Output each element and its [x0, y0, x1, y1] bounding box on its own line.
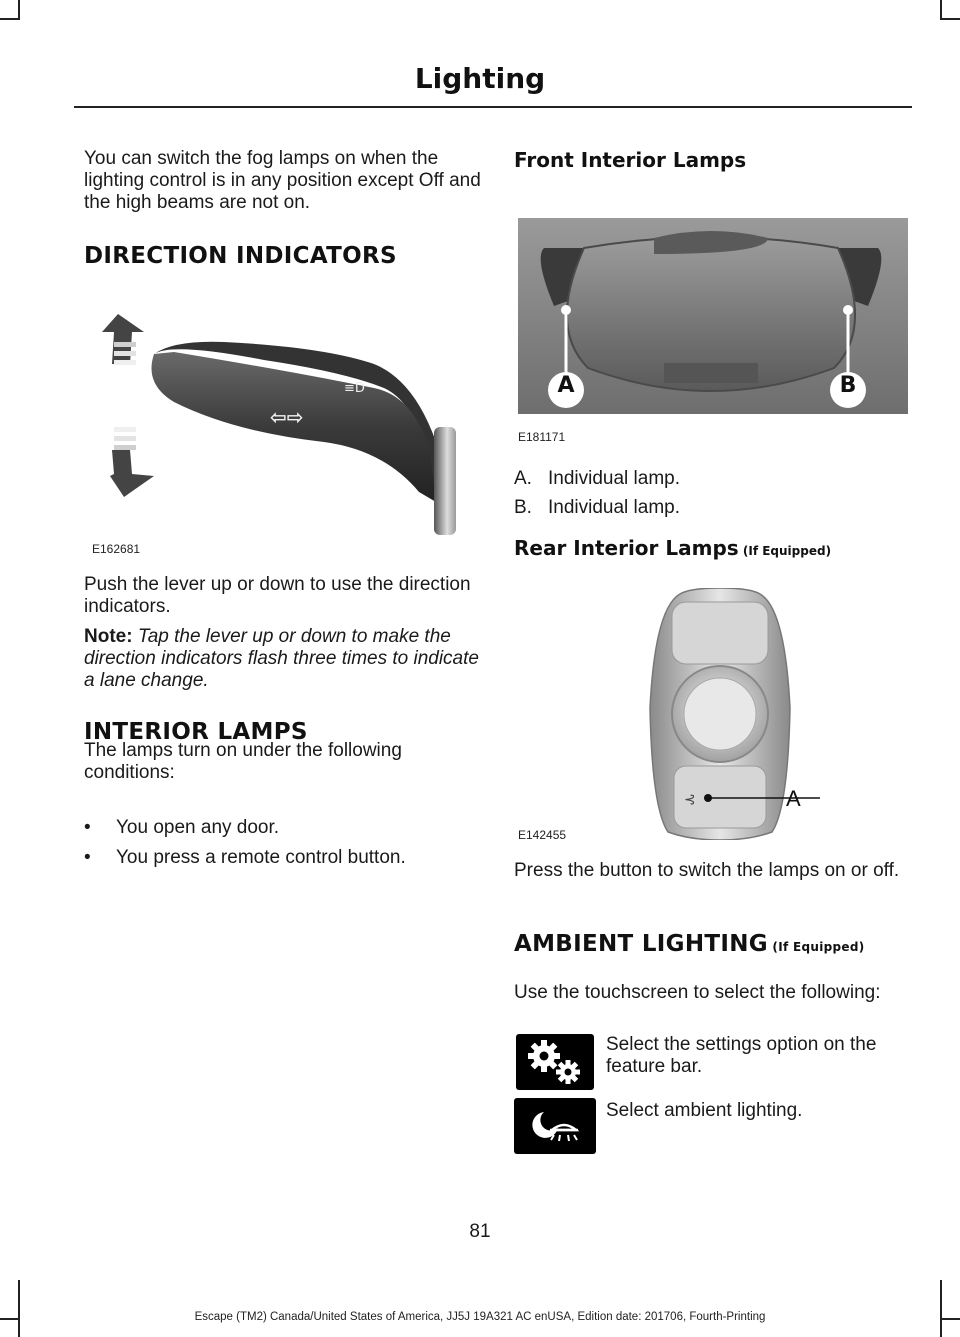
list-letter: A.: [514, 468, 532, 489]
crop-mark: [0, 18, 20, 20]
if-equipped-tag: (If Equipped): [767, 940, 865, 954]
interior-lamps-heading: INTERIOR LAMPS: [84, 719, 308, 745]
bullet-text: You press a remote control button.: [116, 847, 406, 868]
turn-signal-lever-figure: [84, 292, 474, 560]
crop-mark: [18, 0, 20, 20]
ambient-heading-text: AMBIENT LIGHTING: [514, 931, 768, 957]
rear-interior-lamps-heading: [514, 536, 831, 560]
touchscreen-text: Use the touchscreen to select the following:: [514, 982, 881, 1003]
ambient-light-icon: [514, 1098, 596, 1154]
callout-label-a: A: [786, 786, 801, 811]
interior-lamps-text: The lamps turn on under the following conditions:: [84, 740, 402, 783]
turn-signal-lever-icon: [84, 292, 474, 560]
note-paragraph: [84, 626, 482, 692]
header-rule: [74, 106, 912, 108]
fog-lamp-text: You can switch the fog lamps on when the lighting control is in any position except Off and the high beams are not on.: [84, 148, 481, 213]
list-item: [514, 468, 680, 490]
list-letter: B.: [514, 497, 532, 518]
crop-mark: [940, 18, 960, 20]
crop-mark: [940, 1280, 942, 1337]
if-equipped-tag: (If Equipped): [738, 544, 832, 558]
page-title: Lighting: [414, 62, 546, 95]
crop-mark: [18, 1280, 20, 1337]
list-item: [84, 847, 482, 869]
figure-code: E142455: [518, 828, 567, 842]
callout-label-b: B: [839, 373, 857, 398]
ambient-icon-box: [514, 1098, 596, 1154]
push-lever-text: Push the lever up or down to use the direction indicators.: [84, 574, 471, 617]
bullet: •: [84, 817, 91, 838]
page-number: 81: [469, 1221, 491, 1242]
figure-code: E162681: [92, 542, 141, 556]
svg-text:⇦⇨: ⇦⇨: [270, 405, 304, 429]
ambient-instruction-text: Select ambient lighting.: [606, 1100, 803, 1121]
svg-text:≡D: ≡D: [344, 381, 365, 396]
rear-heading-text: Rear Interior Lamps: [514, 536, 739, 560]
press-button-text: Press the button to switch the lamps on or off.: [514, 860, 900, 881]
note-label: Note:: [84, 626, 133, 647]
crop-mark: [940, 0, 942, 20]
list-item: [514, 497, 680, 519]
svg-text:⊰: ⊰: [684, 792, 696, 808]
callout-label-a: A: [557, 373, 575, 398]
list-item: [84, 817, 482, 839]
figure-code: E181171: [518, 430, 566, 444]
bullet-text: You open any door.: [116, 817, 280, 838]
list-text: Individual lamp.: [548, 468, 681, 489]
gear-icon: [516, 1034, 594, 1090]
note-text: Tap the lever up or down to make the direction indicators flash three times to indicate a lane change.: [84, 626, 479, 691]
settings-icon-box: [516, 1034, 594, 1090]
list-text: Individual lamp.: [548, 497, 681, 518]
settings-instruction-text: Select the settings option on the feature bar.: [606, 1034, 877, 1077]
bullet: •: [84, 847, 91, 868]
footer-text: Escape (TM2) Canada/United States of America, JJ5J 19A321 AC enUSA, Edition date: 201706, Fourth-Printing: [194, 1311, 766, 1323]
direction-indicators-heading: DIRECTION INDICATORS: [84, 243, 397, 269]
front-interior-lamps-heading: Front Interior Lamps: [514, 148, 747, 172]
ambient-lighting-heading: [514, 931, 865, 957]
